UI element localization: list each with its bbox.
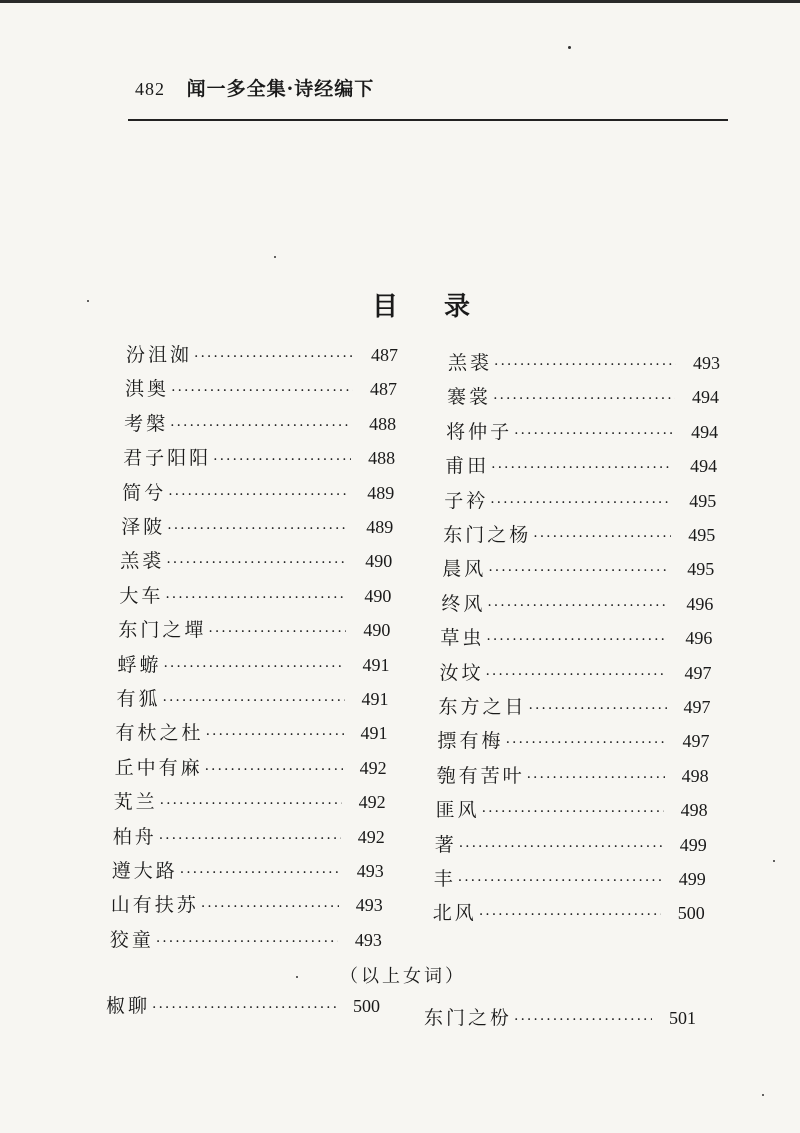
toc-entry — [433, 898, 705, 928]
toc-entry-title: 羔裘 — [448, 352, 493, 374]
toc-entry-page: 489 — [366, 517, 394, 537]
toc-entry-title: 丰 — [433, 868, 456, 890]
dot-leader — [514, 1012, 652, 1028]
toc-entry-title: 考槃 — [124, 412, 169, 435]
toc-entry-page: 494 — [692, 387, 720, 408]
toc-entry — [442, 554, 714, 584]
toc-entry-title: 椒聊 — [106, 995, 151, 1017]
dot-leader — [206, 727, 344, 743]
dot-leader — [171, 383, 353, 399]
toc-entry-page: 494 — [691, 421, 719, 442]
toc-entry-title: 泽陂 — [121, 516, 166, 538]
toc-entry — [112, 856, 384, 886]
scan-speck — [773, 860, 775, 862]
toc-entry — [436, 795, 708, 825]
toc-entry — [120, 546, 392, 576]
toc-entry — [122, 478, 394, 508]
scan-speck — [274, 256, 276, 258]
dot-leader — [479, 907, 661, 923]
dot-leader — [482, 804, 664, 820]
toc-entry — [434, 864, 706, 894]
toc-entry — [435, 830, 707, 860]
toc-entry-title: 羔裘 — [120, 550, 165, 573]
toc-entry — [439, 692, 711, 722]
toc-entry — [447, 382, 719, 412]
toc-entry-title: 东方之日 — [438, 696, 527, 718]
toc-entry-page: 488 — [368, 448, 396, 469]
header-page-number: 482 — [135, 79, 165, 99]
toc-entry — [443, 520, 715, 550]
toc-entry — [445, 451, 717, 481]
toc-entry-title: 蜉蝣 — [117, 653, 162, 676]
toc-entry-page: 490 — [365, 551, 393, 572]
dot-leader — [205, 762, 343, 778]
dot-leader — [163, 693, 345, 709]
dot-leader — [533, 529, 671, 545]
toc-entry-page: 492 — [359, 757, 387, 778]
toc-entry — [119, 581, 391, 611]
toc-entry-page: 489 — [367, 482, 395, 503]
toc-entry-title: 柏舟 — [112, 825, 157, 848]
toc-entry — [113, 822, 385, 852]
toc-entry — [111, 890, 383, 920]
scan-speck — [762, 1094, 764, 1096]
dot-leader — [163, 659, 345, 675]
dot-leader — [159, 831, 341, 847]
toc-entry-page: 501 — [669, 1008, 696, 1028]
toc-entry-title: 东门之杨 — [443, 524, 532, 546]
dot-leader — [486, 632, 668, 648]
toc-entry — [124, 409, 396, 439]
toc-entry — [438, 726, 710, 756]
dot-leader — [527, 770, 665, 786]
dot-leader — [494, 357, 676, 373]
dot-leader — [160, 796, 342, 812]
toc-entry-page: 493 — [356, 861, 384, 881]
toc-entry-title: 晨风 — [442, 558, 487, 581]
toc-entry-title: 东门之枌 — [424, 1007, 513, 1029]
dot-leader — [487, 598, 669, 614]
toc-entry-page: 499 — [678, 869, 706, 889]
toc-entry-title: 淇奥 — [125, 378, 170, 401]
scan-speck — [296, 976, 298, 978]
toc-entry — [114, 787, 386, 817]
page-top-edge — [0, 0, 800, 3]
toc-entry-title: 将仲子 — [446, 420, 513, 443]
toc-entry — [123, 443, 395, 473]
toc-entry-page: 495 — [689, 490, 717, 511]
toc-entry — [439, 658, 711, 688]
toc-entry-page: 499 — [679, 834, 707, 855]
toc-entry-title: 有狐 — [116, 688, 161, 710]
toc-entry-page: 498 — [680, 800, 708, 821]
dot-leader — [165, 590, 347, 606]
dot-leader — [201, 899, 339, 915]
toc-entry — [424, 1003, 696, 1033]
toc-entry — [110, 925, 382, 955]
dot-leader — [167, 521, 349, 537]
toc-entry-page: 487 — [370, 379, 398, 400]
dot-leader — [458, 873, 662, 889]
toc-entry — [444, 486, 716, 516]
toc-entry-page: 491 — [361, 689, 389, 709]
dot-leader — [493, 391, 675, 407]
toc-entry — [448, 348, 720, 378]
toc-entry-title: 匏有苦叶 — [436, 764, 525, 787]
toc-entry-title: 东门之墠 — [118, 619, 207, 642]
toc-entry-page: 492 — [358, 792, 386, 813]
toc-entry-title: 北风 — [432, 902, 477, 925]
toc-entry-title: 简兮 — [122, 481, 167, 504]
toc-entry — [115, 753, 387, 783]
toc-entry — [446, 417, 718, 447]
dot-leader — [490, 495, 672, 511]
dot-leader — [459, 839, 663, 855]
toc-entry-page: 495 — [688, 525, 716, 545]
toc-entry-page: 493 — [355, 895, 383, 916]
dot-leader — [208, 624, 346, 640]
header-book-title: 闻一多全集·诗经编下 — [186, 78, 375, 100]
dot-leader — [166, 555, 348, 571]
toc-entry-page: 500 — [677, 903, 705, 924]
toc-entry-title: 大车 — [119, 584, 164, 607]
running-header — [135, 74, 374, 101]
toc-entry — [440, 623, 712, 653]
scan-speck — [87, 300, 89, 302]
toc-entry-title: 狡童 — [109, 928, 154, 951]
toc-entry-title: 著 — [434, 833, 457, 856]
dot-leader — [514, 426, 674, 442]
toc-entry-title: 芄兰 — [113, 791, 158, 814]
toc-entry — [441, 589, 713, 619]
dot-leader — [506, 735, 666, 751]
toc-entry-title: 丘中有麻 — [114, 756, 203, 779]
toc-entry-page: 490 — [363, 620, 391, 641]
dot-leader — [213, 452, 351, 468]
toc-entry-title: 草虫 — [440, 627, 485, 650]
toc-title: 目录 — [372, 292, 517, 322]
toc-entry-title: 汝坟 — [439, 661, 484, 684]
toc-entry-page: 498 — [681, 765, 709, 786]
toc-entry — [437, 761, 709, 791]
toc-entry-title: 摽有梅 — [437, 730, 504, 753]
toc-entry-page: 493 — [693, 353, 720, 373]
toc-entry-page: 490 — [364, 585, 392, 606]
toc-entry-title: 君子阳阳 — [123, 447, 212, 470]
toc-entry-title: 汾沮洳 — [126, 344, 193, 366]
toc-entry-page: 497 — [682, 731, 710, 752]
toc-entry-page: 497 — [684, 662, 712, 683]
toc-entry-page: 492 — [357, 826, 385, 847]
dot-leader — [194, 349, 354, 365]
section-note: （以上女词） — [340, 966, 466, 987]
toc-entry-page: 487 — [371, 345, 398, 365]
toc-entry-page: 488 — [369, 413, 397, 434]
toc-entry-title: 褰裳 — [447, 386, 492, 409]
toc-entry-page: 497 — [683, 697, 711, 717]
toc-entry-title: 山有扶苏 — [110, 894, 199, 917]
toc-entry-page: 491 — [360, 723, 388, 744]
toc-entry-page: 491 — [362, 654, 390, 675]
dot-leader — [168, 487, 350, 503]
toc-entry — [121, 512, 393, 542]
toc-entry — [106, 991, 380, 1021]
toc-entry — [117, 684, 389, 714]
scan-speck — [568, 46, 571, 49]
toc-entry-page: 495 — [687, 559, 715, 580]
toc-entry-title: 终风 — [441, 592, 486, 615]
header-rule — [128, 119, 728, 121]
toc-entry-page: 494 — [690, 456, 718, 477]
dot-leader — [529, 701, 667, 717]
dot-leader — [488, 563, 670, 579]
toc-entry-page: 496 — [685, 628, 713, 649]
toc-entry-title: 子衿 — [444, 489, 489, 512]
toc-entry-page: 500 — [353, 996, 380, 1016]
toc-entry-title: 遵大路 — [111, 860, 178, 882]
dot-leader — [170, 418, 352, 434]
toc-entry — [126, 340, 398, 370]
dot-leader — [156, 934, 338, 950]
toc-entry — [116, 718, 388, 748]
toc-entry-title: 有杕之杜 — [115, 722, 204, 745]
toc-entry — [125, 374, 397, 404]
toc-entry-page: 493 — [354, 929, 382, 950]
dot-leader — [152, 1000, 336, 1016]
toc-entry-page: 496 — [686, 593, 714, 614]
dot-leader — [485, 667, 667, 683]
toc-entry — [118, 615, 390, 645]
toc-entry-title: 甫田 — [445, 455, 490, 478]
dot-leader — [180, 865, 340, 881]
toc-entry — [117, 650, 389, 680]
dot-leader — [491, 460, 673, 476]
toc-entry-title: 匪风 — [435, 799, 480, 822]
